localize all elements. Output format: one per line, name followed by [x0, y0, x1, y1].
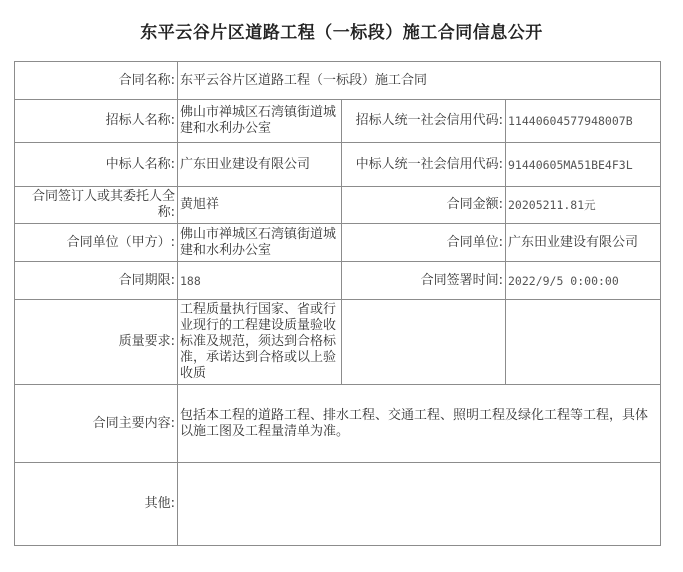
signer-label: 合同签订人或其委托人全称:: [15, 187, 178, 224]
party-a-label: 合同单位（甲方）:: [15, 224, 178, 262]
row-contract-name: [15, 62, 661, 100]
period-label: 合同期限:: [15, 262, 178, 300]
row-tenderer: [15, 100, 661, 143]
tenderer-credit-label: 招标人统一社会信用代码:: [342, 100, 506, 143]
amount-label: 合同金额:: [342, 187, 506, 224]
party-b-value: 广东田业建设有限公司: [506, 224, 661, 262]
content-value: 包括本工程的道路工程、排水工程、交通工程、照明工程及绿化工程等工程，具体以施工图及工程量清单为准。: [178, 385, 661, 463]
sign-time-label: 合同签署时间:: [342, 262, 506, 300]
quality-empty-cell: [342, 300, 506, 385]
winner-label: 中标人名称:: [15, 143, 178, 187]
winner-credit-label: 中标人统一社会信用代码:: [342, 143, 506, 187]
row-party: [15, 224, 661, 262]
quality-empty-cell: [506, 300, 661, 385]
tenderer-credit-value: 11440604577948007B: [506, 100, 661, 143]
row-other: [15, 463, 661, 546]
other-label: 其他:: [15, 463, 178, 546]
page-title: 东平云谷片区道路工程（一标段）施工合同信息公开: [140, 23, 543, 43]
sign-time-value: 2022/9/5 0:00:00: [506, 262, 661, 300]
contract-info-table: [14, 61, 661, 546]
quality-label: 质量要求:: [15, 300, 178, 385]
row-signer: [15, 187, 661, 224]
winner-credit-value: 91440605MA51BE4F3L: [506, 143, 661, 187]
content-label: 合同主要内容:: [15, 385, 178, 463]
quality-value: 工程质量执行国家、省或行业现行的工程建设质量验收标准及规范，须达到合格标准，承诺达到合格或以上验收质: [178, 300, 342, 385]
row-quality: [15, 300, 661, 385]
period-value: 188: [178, 262, 342, 300]
other-value: [178, 463, 661, 546]
amount-value: 20205211.81元: [506, 187, 661, 224]
tenderer-label: 招标人名称:: [15, 100, 178, 143]
signer-value: 黄旭祥: [178, 187, 342, 224]
tenderer-value: 佛山市禅城区石湾镇街道城建和水利办公室: [178, 100, 342, 143]
party-a-value: 佛山市禅城区石湾镇街道城建和水利办公室: [178, 224, 342, 262]
contract-name-label: 合同名称:: [15, 62, 178, 100]
contract-name-value: 东平云谷片区道路工程（一标段）施工合同: [178, 62, 661, 100]
row-content: [15, 385, 661, 463]
row-period: [15, 262, 661, 300]
row-winner: [15, 143, 661, 187]
party-b-label: 合同单位:: [342, 224, 506, 262]
winner-value: 广东田业建设有限公司: [178, 143, 342, 187]
